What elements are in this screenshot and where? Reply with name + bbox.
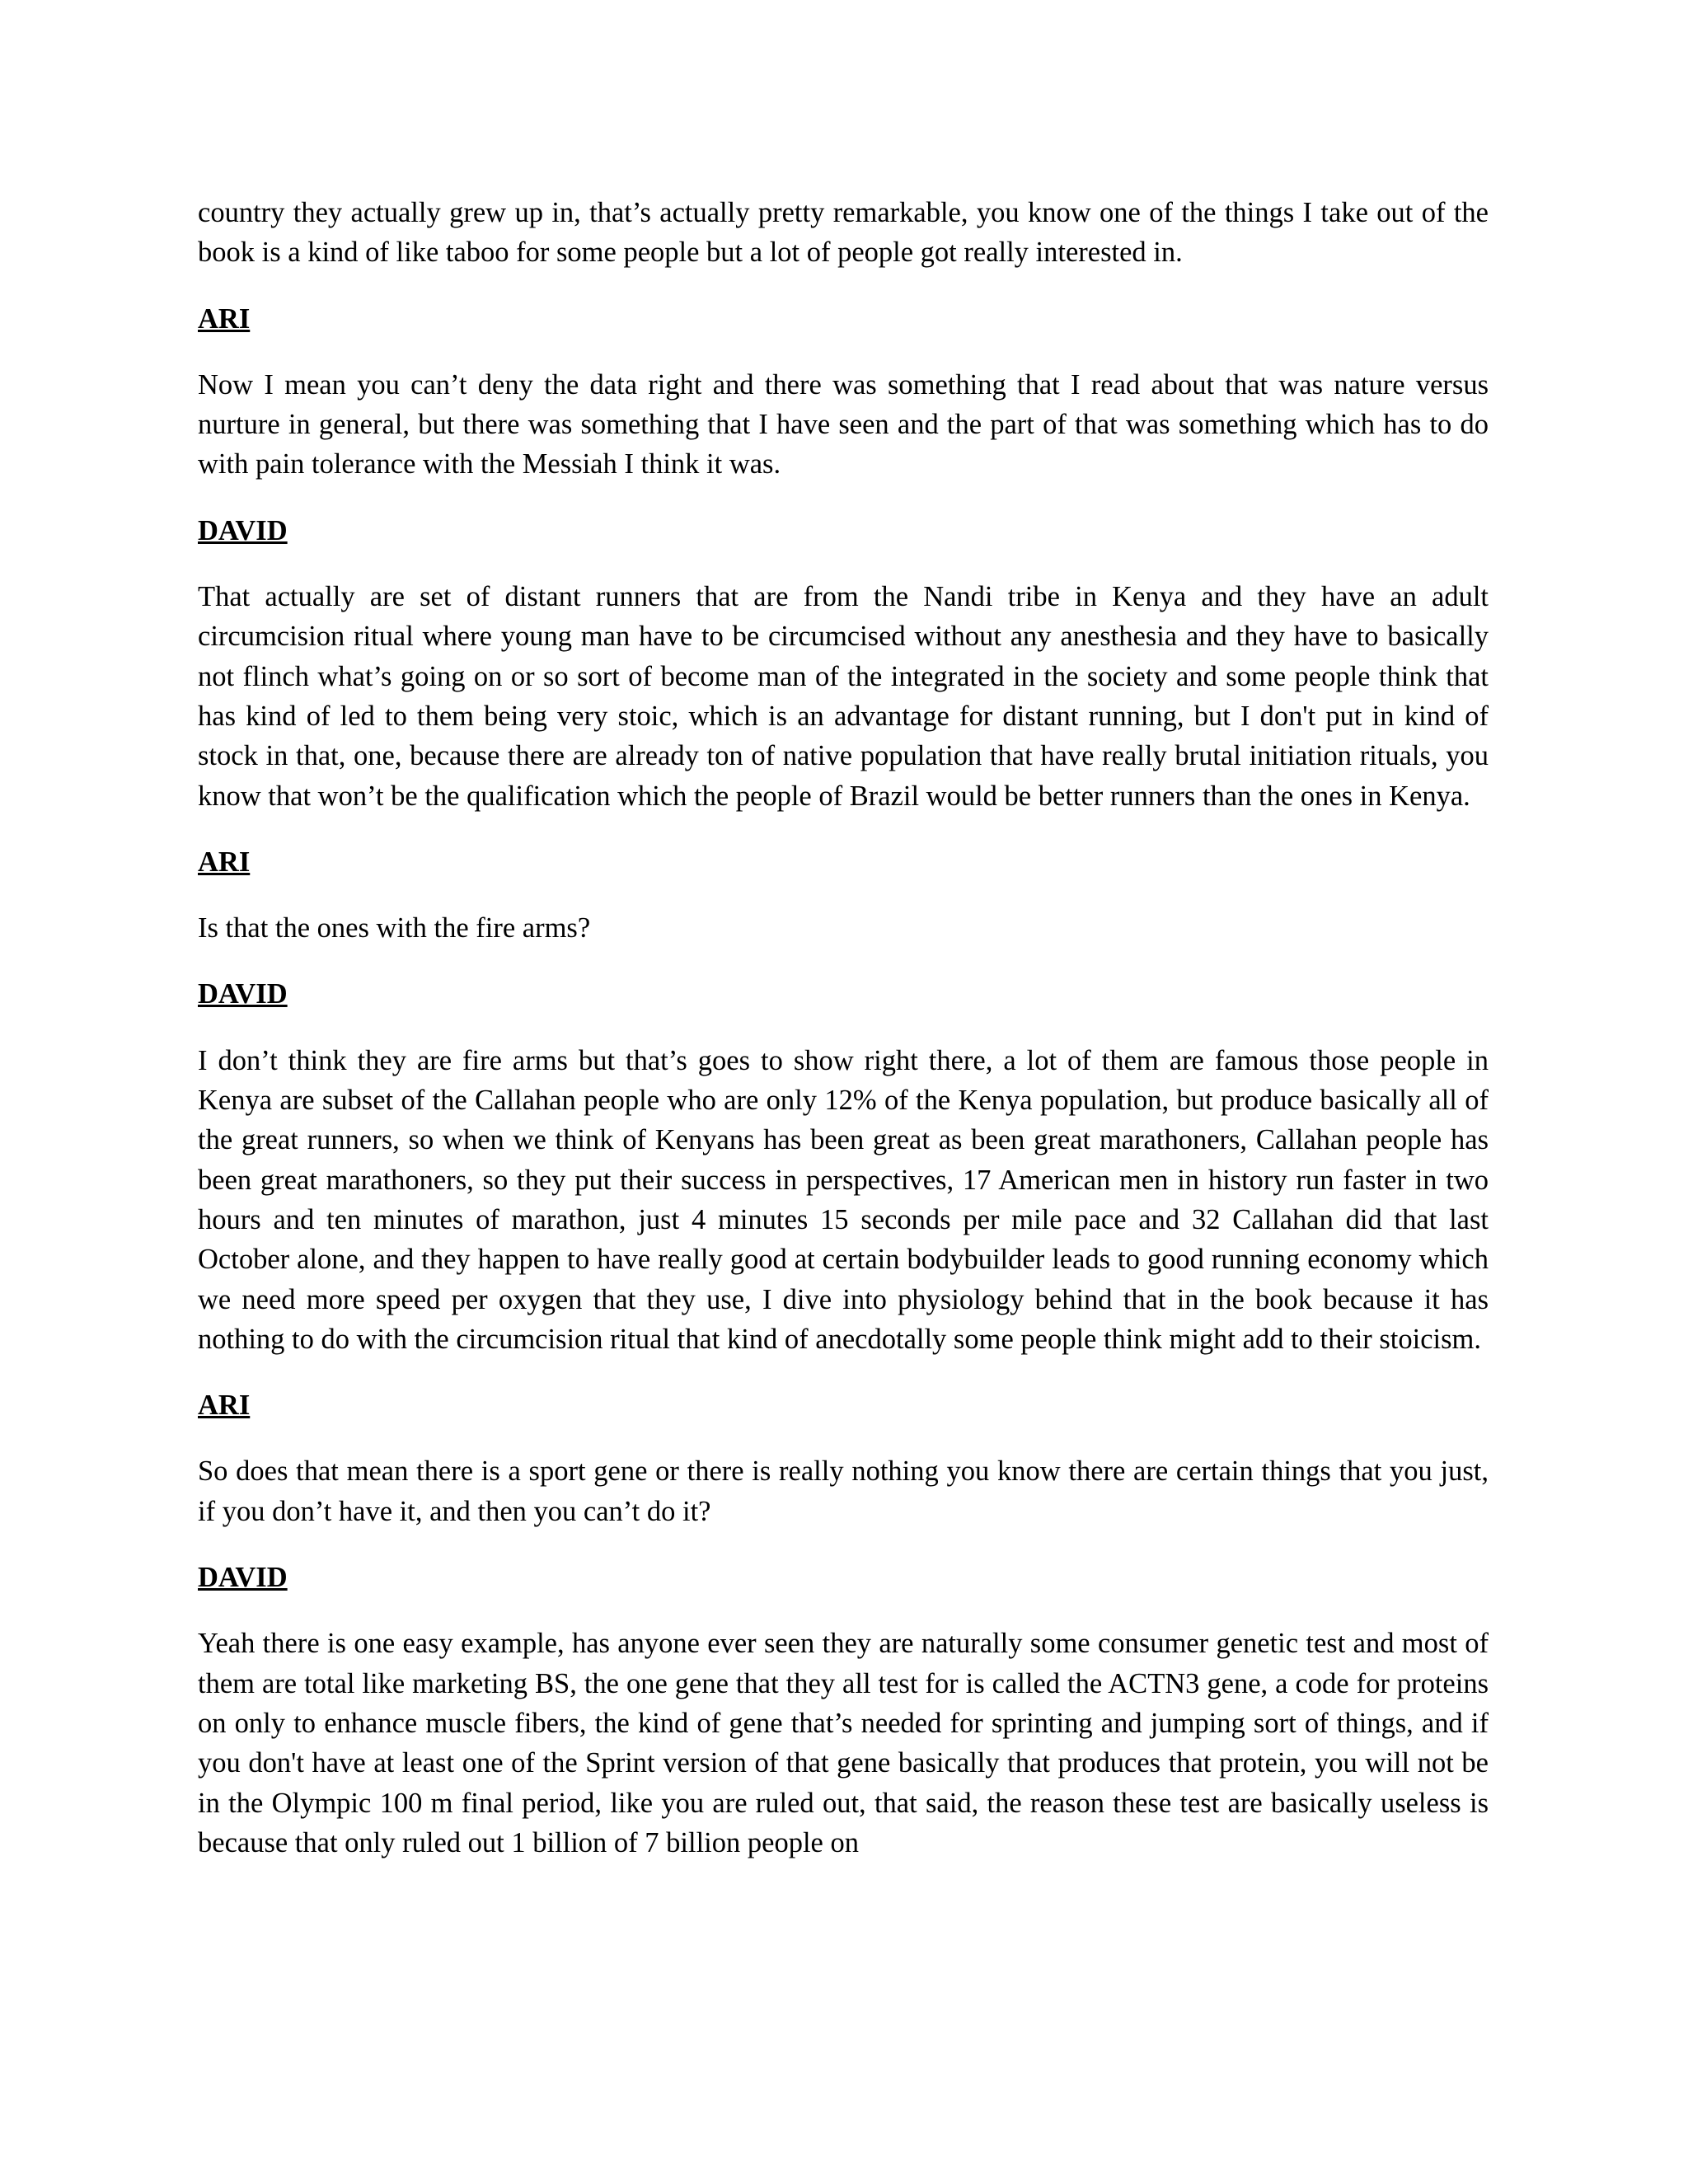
transcript-paragraph: country they actually grew up in, that’s actually pretty remarkable, you know one of the things I take out of the book is a kind of like taboo for some people but a lot of people got really interested in. — [198, 197, 1489, 269]
transcript-paragraph: That actually are set of distant runners that are from the Nandi tribe in Kenya and they have an adult circumcision ritual where young man have to be circumcised without any anesthesia and they have to basically not flinch what’s going on or so sort of become man of the integrated in the society and some people think that has kind of led to them being very stoic, which is an advantage for distant running, but I don't put in kind of stock in that, one, because there are already ton of native population that have really brutal initiation rituals, you know that won’t be the qualification which the people of Brazil would be better runners than the ones in Kenya. — [198, 581, 1489, 812]
transcript-paragraph: Now I mean you can’t deny the data right and there was something that I read about that was nature versus nurture in general, but there was something that I have seen and the part of that was something which has to do with pain tolerance with the Messiah I think it was. — [198, 368, 1489, 480]
speaker-label: DAVID — [198, 978, 288, 1010]
transcript-paragraph: I don’t think they are fire arms but that’s goes to show right there, a lot of them are famous those people in Kenya are subset of the Callahan people who are only 12% of the Kenya population, but produce basically all of the great runners, so when we think of Kenyans has been great as been great marathoners, Callahan people has been great marathoners, so they put their success in perspectives, 17 American men in history run faster in two hours and ten minutes of marathon, just 4 minutes 15 seconds per mile pace and 32 Callahan did that last October alone, and they happen to have really good at certain bodybuilder leads to good running economy which we need more speed per oxygen that they use, I dive into physiology behind that in the book because it has nothing to do with the circumcision ritual that kind of anecdotally some people think might add to their stoicism. — [198, 1044, 1489, 1355]
speaker-label: ARI — [198, 302, 251, 335]
transcript-page — [198, 193, 1489, 1889]
speaker-label: ARI — [198, 1390, 251, 1422]
speaker-label: DAVID — [198, 514, 288, 546]
transcript-paragraph: Is that the ones with the fire arms? — [198, 912, 591, 944]
transcript-paragraph: Yeah there is one easy example, has anyone ever seen they are naturally some consumer genetic test and most of them are total like marketing BS, the one gene that they all test for is called the ACTN3 gene, a code for proteins on only to enhance muscle fibers, the kind of gene that’s needed for sprinting and jumping sort of things, and if you don't have at least one of the Sprint version of that gene basically that produces that protein, you will not be in the Olympic 100 m final period, like you are ruled out, that said, the reason these test are basically useless is because that only ruled out 1 billion of 7 billion people on — [198, 1628, 1489, 1858]
transcript-paragraph: So does that mean there is a sport gene or there is really nothing you know there are certain things that you just, if you don’t have it, and then you can’t do it? — [198, 1455, 1489, 1527]
speaker-label: DAVID — [198, 1562, 288, 1594]
speaker-label: ARI — [198, 846, 251, 878]
